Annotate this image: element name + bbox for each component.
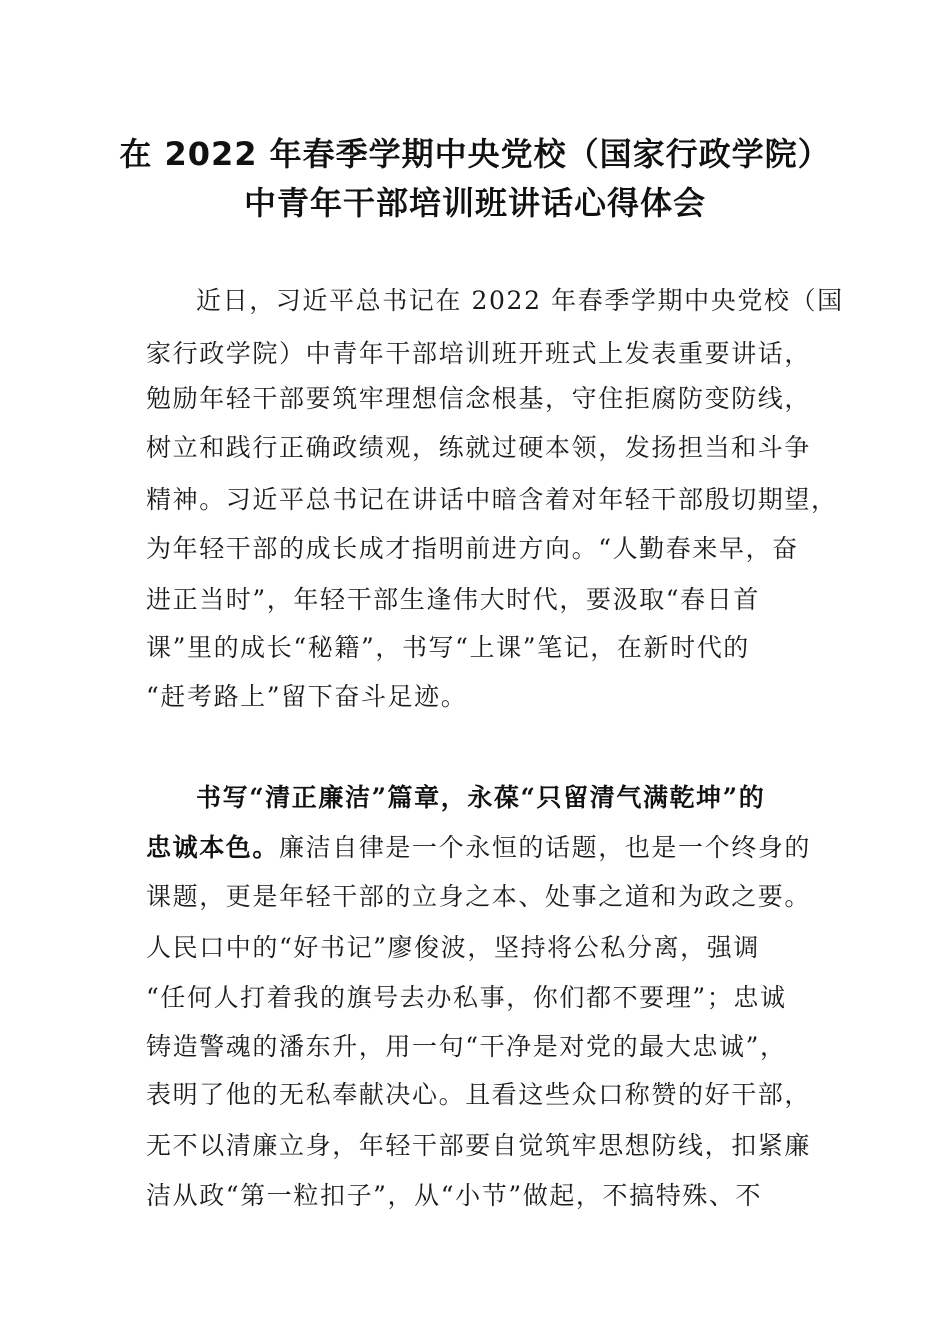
section-heading-end: 忠诚本色。	[146, 833, 280, 862]
section-heading: 书写“清正廉洁”篇章，永葆“只留清气满乾坤”的	[196, 783, 766, 812]
paragraph-line: “任何人打着我的旗号去办私事，你们都不要理”；忠诚	[146, 983, 787, 1012]
paragraph-line: 为年轻干部的成长成才指明前进方向。“人勤春来早，奋	[146, 534, 799, 563]
document-title-line-2: 中青年干部培训班讲话心得体会	[243, 184, 706, 222]
paragraph-line: 树立和践行正确政绩观，练就过硬本领，发扬担当和斗争	[146, 433, 812, 462]
paragraph-line: “赶考路上”留下奋斗足迹。	[146, 682, 468, 711]
paragraph-line: 洁从政“第一粒扣子”，从“小节”做起，不搞特殊、不	[146, 1181, 763, 1210]
paragraph-line: 精神。习近平总书记在讲话中暗含着对年轻干部殷切期望，	[146, 485, 838, 514]
paragraph-line: 人民口中的“好书记”廖俊波，坚持将公私分离，强调	[146, 933, 760, 962]
paragraph-line: 铸造警魂的潘东升，用一句“干净是对党的最大忠诚”，	[146, 1032, 787, 1061]
paragraph-line: 课题，更是年轻干部的立身之本、处事之道和为政之要。	[146, 882, 812, 911]
paragraph-line-rest: 廉洁自律是一个永恒的话题，也是一个终身的	[279, 833, 812, 862]
document-title-line-1: 在 2022 年春季学期中央党校（国家行政学院）	[119, 135, 831, 173]
paragraph-line: 表明了他的无私奉献决心。且看这些众口称赞的好干部，	[146, 1080, 812, 1109]
paragraph-line: 家行政学院）中青年干部培训班开班式上发表重要讲话，	[146, 339, 812, 368]
paragraph-line: 无不以清廉立身，年轻干部要自觉筑牢思想防线，扣紧廉	[146, 1131, 812, 1160]
paragraph-line: 近日，习近平总书记在 2022 年春季学期中央党校（国	[196, 286, 844, 315]
paragraph-line: 课”里的成长“秘籍”，书写“上课”笔记，在新时代的	[146, 633, 750, 662]
paragraph-line	[146, 834, 811, 862]
paragraph-line: 进正当时”，年轻干部生逢伟大时代，要汲取“春日首	[146, 585, 760, 614]
paragraph-line: 勉励年轻干部要筑牢理想信念根基，守住拒腐防变防线，	[146, 384, 812, 413]
